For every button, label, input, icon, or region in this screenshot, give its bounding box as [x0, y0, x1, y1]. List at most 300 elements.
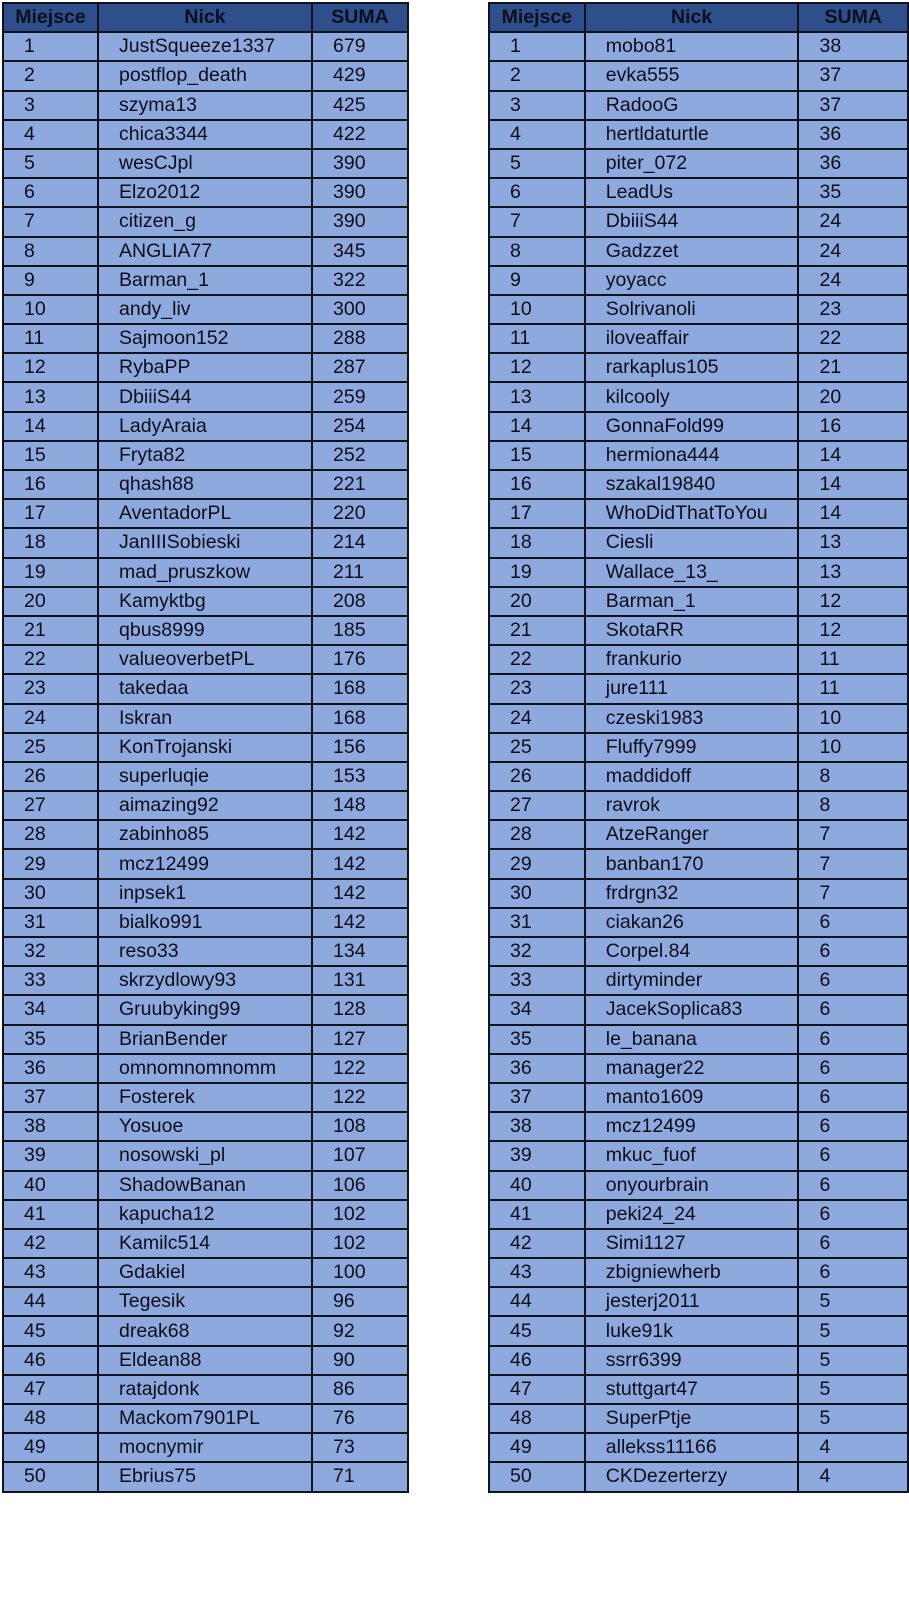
cell-sum: 6 — [798, 1171, 908, 1200]
cell-nick: peki24_24 — [585, 1200, 799, 1229]
cell-sum: 390 — [312, 178, 408, 207]
cell-sum: 156 — [312, 733, 408, 762]
table-row — [489, 1462, 908, 1491]
cell-place: 43 — [3, 1258, 98, 1287]
cell-nick: DbiiiS44 — [585, 207, 799, 236]
table-row — [489, 733, 908, 762]
cell-place: 33 — [489, 966, 585, 995]
cell-place: 37 — [3, 1083, 98, 1112]
table-row — [489, 295, 908, 324]
cell-place: 45 — [489, 1316, 585, 1345]
cell-sum: 12 — [798, 587, 908, 616]
cell-sum: 168 — [312, 674, 408, 703]
cell-place: 48 — [3, 1404, 98, 1433]
cell-place: 34 — [489, 995, 585, 1024]
cell-sum: 6 — [798, 966, 908, 995]
cell-sum: 106 — [312, 1171, 408, 1200]
cell-sum: 422 — [312, 120, 408, 149]
cell-nick: manager22 — [585, 1054, 799, 1083]
cell-nick: LeadUs — [585, 178, 799, 207]
cell-place: 50 — [3, 1462, 98, 1491]
cell-nick: valueoverbetPL — [98, 645, 312, 674]
cell-sum: 5 — [798, 1316, 908, 1345]
cell-nick: hermiona444 — [585, 441, 799, 470]
cell-nick: WhoDidThatToYou — [585, 499, 799, 528]
table-row — [489, 120, 908, 149]
table-row — [3, 1200, 408, 1229]
table-row — [3, 762, 408, 791]
cell-sum: 122 — [312, 1083, 408, 1112]
cell-place: 36 — [489, 1054, 585, 1083]
table-row — [3, 937, 408, 966]
table-row — [3, 149, 408, 178]
cell-nick: andy_liv — [98, 295, 312, 324]
cell-place: 10 — [489, 295, 585, 324]
table-row — [3, 324, 408, 353]
cell-nick: AventadorPL — [98, 499, 312, 528]
cell-sum: 259 — [312, 382, 408, 411]
cell-place: 30 — [489, 879, 585, 908]
cell-place: 10 — [3, 295, 98, 324]
cell-sum: 21 — [798, 353, 908, 382]
table-row — [3, 733, 408, 762]
cell-place: 1 — [3, 32, 98, 61]
cell-place: 8 — [3, 237, 98, 266]
cell-nick: luke91k — [585, 1316, 799, 1345]
cell-nick: zbigniewherb — [585, 1258, 799, 1287]
cell-nick: frankurio — [585, 645, 799, 674]
cell-place: 25 — [489, 733, 585, 762]
cell-sum: 20 — [798, 382, 908, 411]
cell-place: 21 — [3, 616, 98, 645]
table-row — [3, 1404, 408, 1433]
header-nick: Nick — [98, 3, 312, 32]
table-row — [3, 1462, 408, 1491]
cell-sum: 429 — [312, 61, 408, 90]
cell-place: 47 — [3, 1375, 98, 1404]
cell-nick: RybaPP — [98, 353, 312, 382]
table-row — [489, 587, 908, 616]
cell-place: 15 — [489, 441, 585, 470]
table-row — [489, 616, 908, 645]
cell-nick: aimazing92 — [98, 791, 312, 820]
cell-sum: 679 — [312, 32, 408, 61]
table-row — [489, 704, 908, 733]
cell-nick: Wallace_13_ — [585, 558, 799, 587]
cell-place: 41 — [489, 1200, 585, 1229]
table-row — [489, 937, 908, 966]
cell-nick: evka555 — [585, 61, 799, 90]
table-row — [489, 1025, 908, 1054]
cell-sum: 288 — [312, 324, 408, 353]
cell-place: 11 — [489, 324, 585, 353]
cell-nick: JustSqueeze1337 — [98, 32, 312, 61]
table-row — [3, 1287, 408, 1316]
cell-nick: czeski1983 — [585, 704, 799, 733]
table-row — [489, 1141, 908, 1170]
cell-nick: qhash88 — [98, 470, 312, 499]
header-row — [3, 3, 408, 32]
cell-place: 20 — [489, 587, 585, 616]
cell-nick: mad_pruszkow — [98, 558, 312, 587]
cell-nick: szakal19840 — [585, 470, 799, 499]
cell-sum: 6 — [798, 1258, 908, 1287]
cell-nick: Barman_1 — [585, 587, 799, 616]
cell-nick: omnomnomnomm — [98, 1054, 312, 1083]
cell-nick: onyourbrain — [585, 1171, 799, 1200]
cell-nick: KonTrojanski — [98, 733, 312, 762]
cell-place: 41 — [3, 1200, 98, 1229]
cell-nick: takedaa — [98, 674, 312, 703]
cell-nick: Kamyktbg — [98, 587, 312, 616]
table-row — [489, 791, 908, 820]
table-row — [3, 1054, 408, 1083]
cell-sum: 5 — [798, 1375, 908, 1404]
cell-nick: manto1609 — [585, 1083, 799, 1112]
cell-place: 31 — [489, 908, 585, 937]
cell-place: 44 — [489, 1287, 585, 1316]
cell-sum: 37 — [798, 61, 908, 90]
cell-place: 34 — [3, 995, 98, 1024]
cell-place: 38 — [3, 1112, 98, 1141]
cell-nick: Ciesli — [585, 528, 799, 557]
cell-sum: 14 — [798, 470, 908, 499]
cell-nick: inpsek1 — [98, 879, 312, 908]
cell-sum: 71 — [312, 1462, 408, 1491]
cell-place: 13 — [3, 382, 98, 411]
cell-sum: 5 — [798, 1287, 908, 1316]
cell-nick: Fryta82 — [98, 441, 312, 470]
cell-sum: 211 — [312, 558, 408, 587]
cell-place: 22 — [489, 645, 585, 674]
cell-sum: 128 — [312, 995, 408, 1024]
cell-nick: kilcooly — [585, 382, 799, 411]
table-row — [3, 237, 408, 266]
cell-place: 3 — [489, 91, 585, 120]
cell-sum: 390 — [312, 149, 408, 178]
table-row — [489, 1258, 908, 1287]
cell-nick: Corpel.84 — [585, 937, 799, 966]
cell-sum: 6 — [798, 1112, 908, 1141]
cell-nick: jure111 — [585, 674, 799, 703]
cell-nick: Yosuoe — [98, 1112, 312, 1141]
cell-sum: 24 — [798, 207, 908, 236]
cell-place: 35 — [489, 1025, 585, 1054]
cell-place: 9 — [3, 266, 98, 295]
cell-nick: citizen_g — [98, 207, 312, 236]
cell-place: 27 — [489, 791, 585, 820]
table-row — [489, 32, 908, 61]
cell-sum: 142 — [312, 820, 408, 849]
cell-sum: 6 — [798, 995, 908, 1024]
table-row — [3, 966, 408, 995]
table-row — [489, 470, 908, 499]
cell-place: 2 — [3, 61, 98, 90]
table-row — [3, 820, 408, 849]
cell-nick: zabinho85 — [98, 820, 312, 849]
cell-nick: DbiiiS44 — [98, 382, 312, 411]
cell-place: 31 — [3, 908, 98, 937]
table-row — [3, 1083, 408, 1112]
table-row — [3, 1025, 408, 1054]
cell-nick: mcz12499 — [98, 849, 312, 878]
cell-sum: 122 — [312, 1054, 408, 1083]
cell-sum: 11 — [798, 674, 908, 703]
cell-nick: szyma13 — [98, 91, 312, 120]
cell-place: 14 — [3, 412, 98, 441]
table-row — [3, 645, 408, 674]
cell-sum: 220 — [312, 499, 408, 528]
header-row — [489, 3, 908, 32]
table-row — [3, 32, 408, 61]
cell-place: 24 — [489, 704, 585, 733]
cell-sum: 22 — [798, 324, 908, 353]
cell-sum: 8 — [798, 762, 908, 791]
cell-sum: 96 — [312, 1287, 408, 1316]
cell-sum: 390 — [312, 207, 408, 236]
table-row — [489, 849, 908, 878]
cell-sum: 287 — [312, 353, 408, 382]
cell-sum: 14 — [798, 499, 908, 528]
cell-place: 4 — [489, 120, 585, 149]
cell-sum: 214 — [312, 528, 408, 557]
cell-place: 9 — [489, 266, 585, 295]
cell-place: 45 — [3, 1316, 98, 1345]
cell-nick: BrianBender — [98, 1025, 312, 1054]
table-row — [489, 558, 908, 587]
cell-sum: 185 — [312, 616, 408, 645]
cell-place: 29 — [3, 849, 98, 878]
cell-nick: chica3344 — [98, 120, 312, 149]
table-row — [489, 1083, 908, 1112]
cell-sum: 102 — [312, 1229, 408, 1258]
header-sum: SUMA — [798, 3, 908, 32]
cell-place: 24 — [3, 704, 98, 733]
cell-sum: 153 — [312, 762, 408, 791]
cell-sum: 345 — [312, 237, 408, 266]
cell-place: 39 — [3, 1141, 98, 1170]
table-row — [489, 149, 908, 178]
cell-place: 7 — [3, 207, 98, 236]
cell-nick: ciakan26 — [585, 908, 799, 937]
cell-nick: Ebrius75 — [98, 1462, 312, 1491]
cell-place: 29 — [489, 849, 585, 878]
table-row — [3, 791, 408, 820]
cell-nick: SkotaRR — [585, 616, 799, 645]
cell-nick: stuttgart47 — [585, 1375, 799, 1404]
table-row — [489, 1171, 908, 1200]
cell-sum: 252 — [312, 441, 408, 470]
cell-sum: 24 — [798, 266, 908, 295]
cell-nick: Mackom7901PL — [98, 1404, 312, 1433]
cell-nick: superluqie — [98, 762, 312, 791]
table-row — [3, 91, 408, 120]
cell-nick: RadooG — [585, 91, 799, 120]
cell-place: 27 — [3, 791, 98, 820]
cell-place: 16 — [489, 470, 585, 499]
cell-sum: 36 — [798, 149, 908, 178]
cell-place: 19 — [489, 558, 585, 587]
cell-place: 30 — [3, 879, 98, 908]
table-row — [3, 1433, 408, 1462]
header-sum: SUMA — [312, 3, 408, 32]
cell-sum: 13 — [798, 558, 908, 587]
cell-place: 44 — [3, 1287, 98, 1316]
cell-nick: jesterj2011 — [585, 1287, 799, 1316]
cell-nick: le_banana — [585, 1025, 799, 1054]
cell-nick: Solrivanoli — [585, 295, 799, 324]
cell-sum: 5 — [798, 1404, 908, 1433]
table-row — [3, 704, 408, 733]
cell-nick: mobo81 — [585, 32, 799, 61]
cell-sum: 6 — [798, 1025, 908, 1054]
cell-nick: CKDezerterzy — [585, 1462, 799, 1491]
cell-sum: 221 — [312, 470, 408, 499]
cell-sum: 37 — [798, 91, 908, 120]
table-row — [489, 412, 908, 441]
cell-sum: 148 — [312, 791, 408, 820]
table-row — [489, 528, 908, 557]
table-row — [489, 382, 908, 411]
cell-sum: 254 — [312, 412, 408, 441]
cell-sum: 127 — [312, 1025, 408, 1054]
cell-nick: GonnaFold99 — [585, 412, 799, 441]
table-row — [489, 995, 908, 1024]
table-row — [3, 207, 408, 236]
cell-sum: 425 — [312, 91, 408, 120]
cell-nick: LadyAraia — [98, 412, 312, 441]
cell-place: 18 — [489, 528, 585, 557]
cell-place: 28 — [3, 820, 98, 849]
cell-sum: 6 — [798, 1054, 908, 1083]
cell-place: 21 — [489, 616, 585, 645]
cell-place: 49 — [489, 1433, 585, 1462]
cell-sum: 14 — [798, 441, 908, 470]
table-row — [489, 61, 908, 90]
ranking-table-right — [488, 2, 909, 1493]
cell-sum: 7 — [798, 879, 908, 908]
cell-nick: JacekSoplica83 — [585, 995, 799, 1024]
table-row — [3, 1141, 408, 1170]
cell-place: 50 — [489, 1462, 585, 1491]
cell-place: 15 — [3, 441, 98, 470]
cell-sum: 6 — [798, 937, 908, 966]
cell-sum: 16 — [798, 412, 908, 441]
cell-sum: 10 — [798, 704, 908, 733]
cell-sum: 38 — [798, 32, 908, 61]
cell-nick: hertldaturtle — [585, 120, 799, 149]
cell-sum: 142 — [312, 879, 408, 908]
table-row — [489, 1054, 908, 1083]
cell-place: 32 — [3, 937, 98, 966]
cell-sum: 208 — [312, 587, 408, 616]
cell-nick: Iskran — [98, 704, 312, 733]
cell-place: 28 — [489, 820, 585, 849]
cell-sum: 12 — [798, 616, 908, 645]
cell-nick: maddidoff — [585, 762, 799, 791]
cell-sum: 6 — [798, 1083, 908, 1112]
cell-sum: 8 — [798, 791, 908, 820]
cell-place: 46 — [3, 1346, 98, 1375]
cell-nick: JanIIISobieski — [98, 528, 312, 557]
cell-place: 19 — [3, 558, 98, 587]
cell-sum: 102 — [312, 1200, 408, 1229]
table-row — [489, 1375, 908, 1404]
table-row — [3, 587, 408, 616]
cell-sum: 73 — [312, 1433, 408, 1462]
table-row — [3, 382, 408, 411]
cell-nick: ssrr6399 — [585, 1346, 799, 1375]
cell-sum: 142 — [312, 908, 408, 937]
cell-nick: rarkaplus105 — [585, 353, 799, 382]
table-row — [489, 324, 908, 353]
cell-sum: 35 — [798, 178, 908, 207]
cell-nick: ratajdonk — [98, 1375, 312, 1404]
table-row — [3, 266, 408, 295]
cell-nick: dreak68 — [98, 1316, 312, 1345]
cell-place: 13 — [489, 382, 585, 411]
cell-place: 37 — [489, 1083, 585, 1112]
cell-place: 49 — [3, 1433, 98, 1462]
cell-sum: 4 — [798, 1462, 908, 1491]
cell-place: 6 — [489, 178, 585, 207]
cell-place: 4 — [3, 120, 98, 149]
table-row — [3, 120, 408, 149]
cell-place: 43 — [489, 1258, 585, 1287]
cell-nick: iloveaffair — [585, 324, 799, 353]
cell-place: 32 — [489, 937, 585, 966]
table-row — [3, 61, 408, 90]
table-row — [3, 1229, 408, 1258]
cell-place: 18 — [3, 528, 98, 557]
cell-sum: 13 — [798, 528, 908, 557]
cell-nick: Simi1127 — [585, 1229, 799, 1258]
cell-nick: Tegesik — [98, 1287, 312, 1316]
table-row — [489, 91, 908, 120]
table-row — [3, 558, 408, 587]
cell-nick: yoyacc — [585, 266, 799, 295]
table-row — [489, 178, 908, 207]
cell-place: 23 — [489, 674, 585, 703]
cell-sum: 11 — [798, 645, 908, 674]
cell-sum: 176 — [312, 645, 408, 674]
table-row — [3, 412, 408, 441]
table-row — [3, 295, 408, 324]
cell-nick: mcz12499 — [585, 1112, 799, 1141]
cell-place: 40 — [3, 1171, 98, 1200]
table-row — [3, 353, 408, 382]
cell-sum: 7 — [798, 820, 908, 849]
cell-nick: Kamilc514 — [98, 1229, 312, 1258]
cell-place: 11 — [3, 324, 98, 353]
cell-sum: 6 — [798, 1200, 908, 1229]
cell-place: 38 — [489, 1112, 585, 1141]
table-row — [3, 616, 408, 645]
cell-nick: mocnymir — [98, 1433, 312, 1462]
table-row — [3, 1375, 408, 1404]
cell-nick: nosowski_pl — [98, 1141, 312, 1170]
cell-nick: Gadzzet — [585, 237, 799, 266]
table-row — [3, 849, 408, 878]
table-row — [489, 353, 908, 382]
table-row — [489, 908, 908, 937]
cell-place: 39 — [489, 1141, 585, 1170]
header-place: Miejsce — [489, 3, 585, 32]
cell-place: 40 — [489, 1171, 585, 1200]
cell-sum: 6 — [798, 1229, 908, 1258]
cell-place: 47 — [489, 1375, 585, 1404]
table-row — [489, 266, 908, 295]
